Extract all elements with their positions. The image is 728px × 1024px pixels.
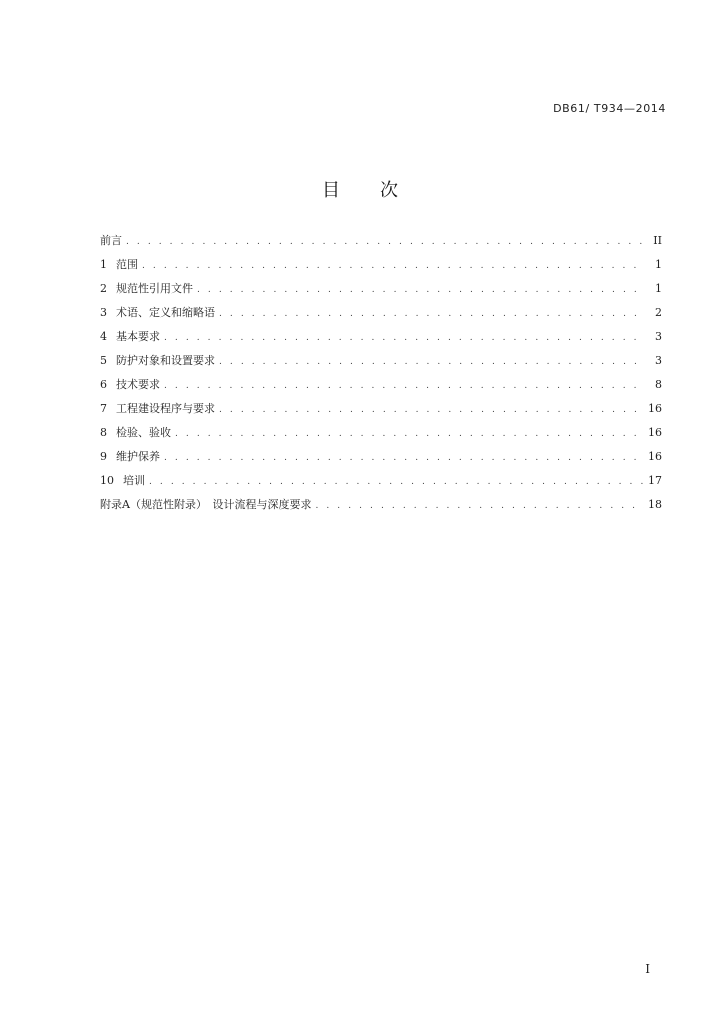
toc-entry-10[interactable] xyxy=(100,472,662,496)
toc-entry-page: 16 xyxy=(648,450,662,463)
toc-entry-label: 范围 xyxy=(116,258,138,271)
toc-entry-number: 7 xyxy=(100,402,107,415)
toc-dot-leader xyxy=(164,333,644,343)
toc-entry-3[interactable] xyxy=(100,304,662,328)
toc-dot-leader xyxy=(219,309,644,319)
toc-entry-5[interactable] xyxy=(100,352,662,376)
toc-entry-page: 3 xyxy=(655,354,662,367)
toc-entry-foreword[interactable] xyxy=(100,232,662,256)
page-title: 目次 xyxy=(322,180,438,201)
toc-entry-label: 工程建设程序与要求 xyxy=(116,402,215,415)
toc-dot-leader xyxy=(175,429,644,439)
toc-entry-page: 8 xyxy=(655,378,662,391)
toc-dot-leader xyxy=(126,237,644,247)
toc-entry-6[interactable] xyxy=(100,376,662,400)
document-code: DB61/ T934—2014 xyxy=(553,102,666,115)
toc-entry-label: 检验、验收 xyxy=(116,426,171,439)
toc-dot-leader xyxy=(315,501,644,511)
toc-entry-number: 4 xyxy=(100,330,107,343)
toc-entry-label: 术语、定义和缩略语 xyxy=(116,306,215,319)
toc-entry-1[interactable] xyxy=(100,256,662,280)
toc-entry-label: 基本要求 xyxy=(116,330,160,343)
toc-dot-leader xyxy=(219,405,644,415)
toc-entry-number: 2 xyxy=(100,282,107,295)
toc-entry-label: 前言 xyxy=(100,234,122,247)
toc-dot-leader xyxy=(164,381,644,391)
toc-entry-number: 1 xyxy=(100,258,107,271)
toc-dot-leader xyxy=(142,261,644,271)
table-of-contents xyxy=(100,232,662,520)
toc-entry-page: 17 xyxy=(648,474,662,487)
toc-entry-number: 5 xyxy=(100,354,107,367)
toc-dot-leader xyxy=(149,477,644,487)
toc-entry-8[interactable] xyxy=(100,424,662,448)
toc-entry-label: 防护对象和设置要求 xyxy=(116,354,215,367)
toc-entry-number: 6 xyxy=(100,378,107,391)
toc-entry-4[interactable] xyxy=(100,328,662,352)
toc-entry-number: 10 xyxy=(100,474,114,487)
toc-entry-number: 3 xyxy=(100,306,107,319)
toc-dot-leader xyxy=(197,285,644,295)
toc-entry-page: 2 xyxy=(655,306,662,319)
toc-entry-page: 3 xyxy=(655,330,662,343)
toc-entry-label: 培训 xyxy=(123,474,145,487)
toc-entry-number: 8 xyxy=(100,426,107,439)
toc-entry-appendix-a[interactable] xyxy=(100,496,662,520)
toc-entry-label: 技术要求 xyxy=(116,378,160,391)
toc-entry-page: 1 xyxy=(655,282,662,295)
toc-entry-9[interactable] xyxy=(100,448,662,472)
toc-entry-page: II xyxy=(653,234,662,247)
toc-entry-page: 1 xyxy=(655,258,662,271)
toc-entry-number: 9 xyxy=(100,450,107,463)
toc-dot-leader xyxy=(164,453,644,463)
toc-entry-page: 16 xyxy=(648,402,662,415)
toc-dot-leader xyxy=(219,357,644,367)
toc-entry-page: 16 xyxy=(648,426,662,439)
toc-entry-2[interactable] xyxy=(100,280,662,304)
toc-entry-7[interactable] xyxy=(100,400,662,424)
toc-entry-page: 18 xyxy=(648,498,662,511)
toc-entry-label: 附录A（规范性附录） 设计流程与深度要求 xyxy=(100,498,312,511)
toc-entry-label: 规范性引用文件 xyxy=(116,282,193,295)
page-number: I xyxy=(645,962,650,976)
toc-entry-label: 维护保养 xyxy=(116,450,160,463)
